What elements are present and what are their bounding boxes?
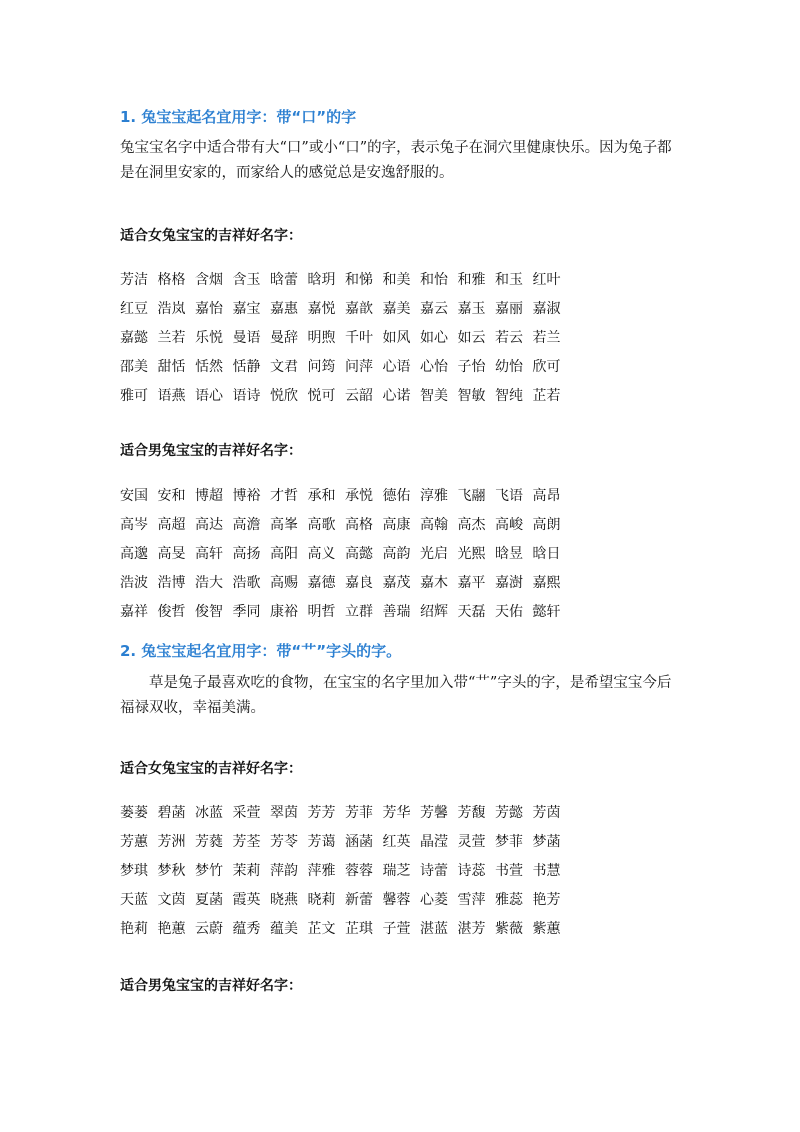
name-item: 智敏 xyxy=(457,388,486,404)
section1-intro: 兔宝宝名字中适合带有大“口”或小“口”的字，表示兔子在洞穴里健康快乐。因为兔子都是在洞里安家的，而家给人的感觉总是安逸舒服的。 xyxy=(120,140,672,181)
name-item: 嘉宝 xyxy=(232,301,261,317)
name-item: 芷琪 xyxy=(345,921,373,937)
name-item: 晶滢 xyxy=(420,834,448,850)
name-item: 和玉 xyxy=(495,272,523,288)
name-item: 芷若 xyxy=(532,388,561,404)
name-item: 安和 xyxy=(157,488,186,504)
section2-heading: 2. 兔宝宝起名宜用字：带“艹”字头的字。 xyxy=(120,642,402,660)
name-item: 嘉平 xyxy=(457,575,486,591)
name-row xyxy=(120,915,690,944)
name-item: 蕴美 xyxy=(270,921,298,937)
section1-boys-names xyxy=(120,482,690,627)
name-item: 涵菡 xyxy=(345,834,373,850)
name-item: 馨蓉 xyxy=(382,892,411,908)
name-item: 夏菡 xyxy=(195,892,223,908)
name-item: 智美 xyxy=(420,388,448,404)
section1-heading: 1. 兔宝宝起名宜用字：带“口”的字 xyxy=(120,108,357,126)
name-item: 晗昱 xyxy=(495,546,523,562)
name-item: 承悦 xyxy=(345,488,373,504)
name-item: 嘉惠 xyxy=(270,301,298,317)
name-row xyxy=(120,353,690,382)
name-item: 茉莉 xyxy=(232,863,261,879)
name-item: 如云 xyxy=(457,330,486,346)
name-item: 艳莉 xyxy=(120,921,148,937)
name-item: 明煦 xyxy=(307,330,336,346)
name-item: 高赐 xyxy=(270,575,298,591)
name-item: 高峻 xyxy=(495,517,523,533)
section1-girls-names xyxy=(120,266,690,411)
name-item: 曼辞 xyxy=(270,330,298,346)
name-item: 兰若 xyxy=(157,330,186,346)
name-item: 梦竹 xyxy=(195,863,223,879)
name-item: 博裕 xyxy=(232,488,261,504)
name-item: 淳雅 xyxy=(420,488,448,504)
name-item: 千叶 xyxy=(345,330,373,346)
name-item: 含烟 xyxy=(195,272,223,288)
name-item: 和美 xyxy=(382,272,411,288)
name-row xyxy=(120,598,690,627)
name-item: 嘉茂 xyxy=(382,575,411,591)
name-item: 智纯 xyxy=(495,388,523,404)
name-item: 承和 xyxy=(307,488,336,504)
name-row xyxy=(120,511,690,540)
name-item: 灵萱 xyxy=(457,834,486,850)
name-item: 高义 xyxy=(307,546,336,562)
name-item: 红叶 xyxy=(532,272,561,288)
name-item: 诗蕾 xyxy=(420,863,448,879)
name-row xyxy=(120,540,690,569)
name-item: 书萱 xyxy=(495,863,523,879)
name-item: 高轩 xyxy=(195,546,223,562)
name-row xyxy=(120,324,690,353)
name-item: 嘉丽 xyxy=(495,301,523,317)
name-item: 立群 xyxy=(345,604,373,620)
name-item: 俊智 xyxy=(195,604,223,620)
name-item: 浩歌 xyxy=(232,575,261,591)
name-item: 艳芳 xyxy=(532,892,561,908)
name-item: 芳馥 xyxy=(457,805,486,821)
name-item: 高邈 xyxy=(120,546,148,562)
name-item: 云韶 xyxy=(345,388,373,404)
name-item: 艳蕙 xyxy=(157,921,186,937)
name-row xyxy=(120,799,690,828)
name-item: 问萍 xyxy=(345,359,373,375)
name-item: 嘉熙 xyxy=(532,575,561,591)
name-item: 高杰 xyxy=(457,517,486,533)
name-item: 邵美 xyxy=(120,359,148,375)
name-item: 晓莉 xyxy=(307,892,336,908)
name-item: 天佑 xyxy=(495,604,523,620)
name-item: 高翰 xyxy=(420,517,448,533)
name-item: 曼语 xyxy=(232,330,261,346)
name-item: 雪萍 xyxy=(457,892,486,908)
name-item: 芳馨 xyxy=(420,805,448,821)
name-item: 萍韵 xyxy=(270,863,298,879)
name-item: 欣可 xyxy=(532,359,561,375)
name-item: 心语 xyxy=(382,359,411,375)
name-item: 浩博 xyxy=(157,575,186,591)
name-item: 恬然 xyxy=(195,359,223,375)
name-item: 紫薇 xyxy=(495,921,523,937)
name-item: 嘉云 xyxy=(420,301,448,317)
name-item: 湛蓝 xyxy=(420,921,448,937)
name-item: 采萱 xyxy=(232,805,261,821)
name-item: 心怡 xyxy=(420,359,448,375)
name-item: 紫蕙 xyxy=(532,921,561,937)
name-item: 子萱 xyxy=(382,921,411,937)
name-item: 晓燕 xyxy=(270,892,298,908)
name-item: 光启 xyxy=(420,546,448,562)
name-item: 芳华 xyxy=(382,805,411,821)
name-item: 悦可 xyxy=(307,388,336,404)
name-item: 含玉 xyxy=(232,272,261,288)
name-item: 高峯 xyxy=(270,517,298,533)
name-item: 芳苓 xyxy=(270,834,298,850)
name-item: 书慧 xyxy=(532,863,561,879)
name-item: 晗蕾 xyxy=(270,272,298,288)
name-item: 蒌蒌 xyxy=(120,805,148,821)
name-item: 安国 xyxy=(120,488,148,504)
name-item: 碧菡 xyxy=(157,805,186,821)
name-item: 嘉怡 xyxy=(195,301,223,317)
name-item: 恬静 xyxy=(232,359,261,375)
name-item: 芳懿 xyxy=(495,805,523,821)
name-item: 乐悦 xyxy=(195,330,223,346)
name-row xyxy=(120,382,690,411)
name-item: 高格 xyxy=(345,517,373,533)
name-item: 翠茵 xyxy=(270,805,298,821)
name-item: 高懿 xyxy=(345,546,373,562)
name-item: 和雅 xyxy=(457,272,486,288)
name-item: 晗日 xyxy=(532,546,561,562)
name-item: 诗蕊 xyxy=(457,863,486,879)
section2-girls-title: 适合女兔宝宝的吉祥好名字： xyxy=(120,761,302,777)
name-item: 新蕾 xyxy=(345,892,373,908)
name-item: 高歌 xyxy=(307,517,336,533)
name-item: 湛芳 xyxy=(457,921,486,937)
name-item: 嘉木 xyxy=(420,575,448,591)
section1-boys-title: 适合男兔宝宝的吉祥好名字： xyxy=(120,443,302,459)
name-item: 高韵 xyxy=(382,546,411,562)
name-item: 光熙 xyxy=(457,546,486,562)
name-item: 梦菲 xyxy=(495,834,523,850)
name-item: 博超 xyxy=(195,488,223,504)
name-item: 芳蕤 xyxy=(195,834,223,850)
name-item: 如风 xyxy=(382,330,411,346)
name-item: 天磊 xyxy=(457,604,486,620)
name-item: 高扬 xyxy=(232,546,261,562)
name-item: 红豆 xyxy=(120,301,148,317)
name-item: 如心 xyxy=(420,330,448,346)
name-item: 语诗 xyxy=(232,388,261,404)
name-row xyxy=(120,828,690,857)
name-item: 心诺 xyxy=(382,388,411,404)
name-item: 子怡 xyxy=(457,359,486,375)
name-item: 蓉蓉 xyxy=(345,863,373,879)
name-item: 芳荃 xyxy=(232,834,261,850)
name-item: 瑞芝 xyxy=(382,863,411,879)
name-item: 季同 xyxy=(232,604,261,620)
name-item: 芳洁 xyxy=(120,272,148,288)
name-item: 悦欣 xyxy=(270,388,298,404)
section2-girls-names xyxy=(120,799,690,944)
name-item: 晗玥 xyxy=(307,272,336,288)
section1-girls-title: 适合女兔宝宝的吉祥好名字： xyxy=(120,228,302,244)
name-item: 雅可 xyxy=(120,388,148,404)
name-item: 飞语 xyxy=(495,488,523,504)
name-item: 高岑 xyxy=(120,517,148,533)
name-row xyxy=(120,295,690,324)
name-item: 嘉懿 xyxy=(120,330,148,346)
name-item: 格格 xyxy=(157,272,186,288)
name-item: 嘉良 xyxy=(345,575,373,591)
name-item: 梦秋 xyxy=(157,863,186,879)
name-item: 问筠 xyxy=(307,359,336,375)
name-item: 俊哲 xyxy=(157,604,186,620)
name-row xyxy=(120,569,690,598)
name-item: 飞翮 xyxy=(457,488,486,504)
name-item: 明哲 xyxy=(307,604,336,620)
name-item: 芳茵 xyxy=(532,805,561,821)
name-item: 才哲 xyxy=(270,488,298,504)
name-item: 嘉悦 xyxy=(307,301,336,317)
name-item: 高阳 xyxy=(270,546,298,562)
name-item: 若兰 xyxy=(532,330,561,346)
name-item: 高昂 xyxy=(532,488,561,504)
name-item: 高朗 xyxy=(532,517,561,533)
name-item: 霞英 xyxy=(232,892,261,908)
name-item: 蕴秀 xyxy=(232,921,261,937)
name-item: 嘉玉 xyxy=(457,301,486,317)
name-item: 天蓝 xyxy=(120,892,148,908)
name-item: 高澹 xyxy=(232,517,261,533)
name-item: 嘉淑 xyxy=(532,301,561,317)
name-item: 文君 xyxy=(270,359,298,375)
name-item: 芳菲 xyxy=(345,805,373,821)
name-item: 萍雅 xyxy=(307,863,336,879)
section2-intro: 草是兔子最喜欢吃的食物，在宝宝的名字里加入带“艹”字头的字，是希望宝宝今后福禄双收，幸福美满。 xyxy=(120,675,672,716)
name-item: 幼怡 xyxy=(495,359,523,375)
name-item: 高达 xyxy=(195,517,223,533)
name-item: 梦琪 xyxy=(120,863,148,879)
name-item: 文茵 xyxy=(157,892,186,908)
name-item: 嘉美 xyxy=(382,301,411,317)
name-item: 语心 xyxy=(195,388,223,404)
name-item: 浩波 xyxy=(120,575,148,591)
name-item: 甜恬 xyxy=(157,359,186,375)
section2-boys-title: 适合男兔宝宝的吉祥好名字： xyxy=(120,978,302,994)
name-item: 梦菡 xyxy=(532,834,561,850)
name-item: 雅蕊 xyxy=(495,892,523,908)
name-item: 红英 xyxy=(382,834,411,850)
name-item: 嘉祥 xyxy=(120,604,148,620)
name-item: 德佑 xyxy=(382,488,411,504)
name-item: 语燕 xyxy=(157,388,186,404)
name-item: 若云 xyxy=(495,330,523,346)
name-item: 浩大 xyxy=(195,575,223,591)
name-item: 高康 xyxy=(382,517,411,533)
name-item: 嘉澍 xyxy=(495,575,523,591)
name-item: 心菱 xyxy=(420,892,448,908)
name-item: 高旻 xyxy=(157,546,186,562)
name-item: 善瑞 xyxy=(382,604,411,620)
name-item: 懿轩 xyxy=(532,604,561,620)
name-row xyxy=(120,482,690,511)
name-item: 和悌 xyxy=(345,272,373,288)
name-item: 芳蔼 xyxy=(307,834,336,850)
name-row xyxy=(120,857,690,886)
name-item: 绍辉 xyxy=(420,604,448,620)
name-item: 浩岚 xyxy=(157,301,186,317)
name-item: 康裕 xyxy=(270,604,298,620)
name-item: 冰蓝 xyxy=(195,805,223,821)
name-item: 嘉歆 xyxy=(345,301,373,317)
name-row xyxy=(120,266,690,295)
name-item: 高超 xyxy=(157,517,186,533)
name-item: 云蔚 xyxy=(195,921,223,937)
name-row xyxy=(120,886,690,915)
name-item: 芳洲 xyxy=(157,834,186,850)
name-item: 芳芳 xyxy=(307,805,336,821)
name-item: 芷文 xyxy=(307,921,336,937)
name-item: 芳蕙 xyxy=(120,834,148,850)
name-item: 和怡 xyxy=(420,272,448,288)
name-item: 嘉德 xyxy=(307,575,336,591)
